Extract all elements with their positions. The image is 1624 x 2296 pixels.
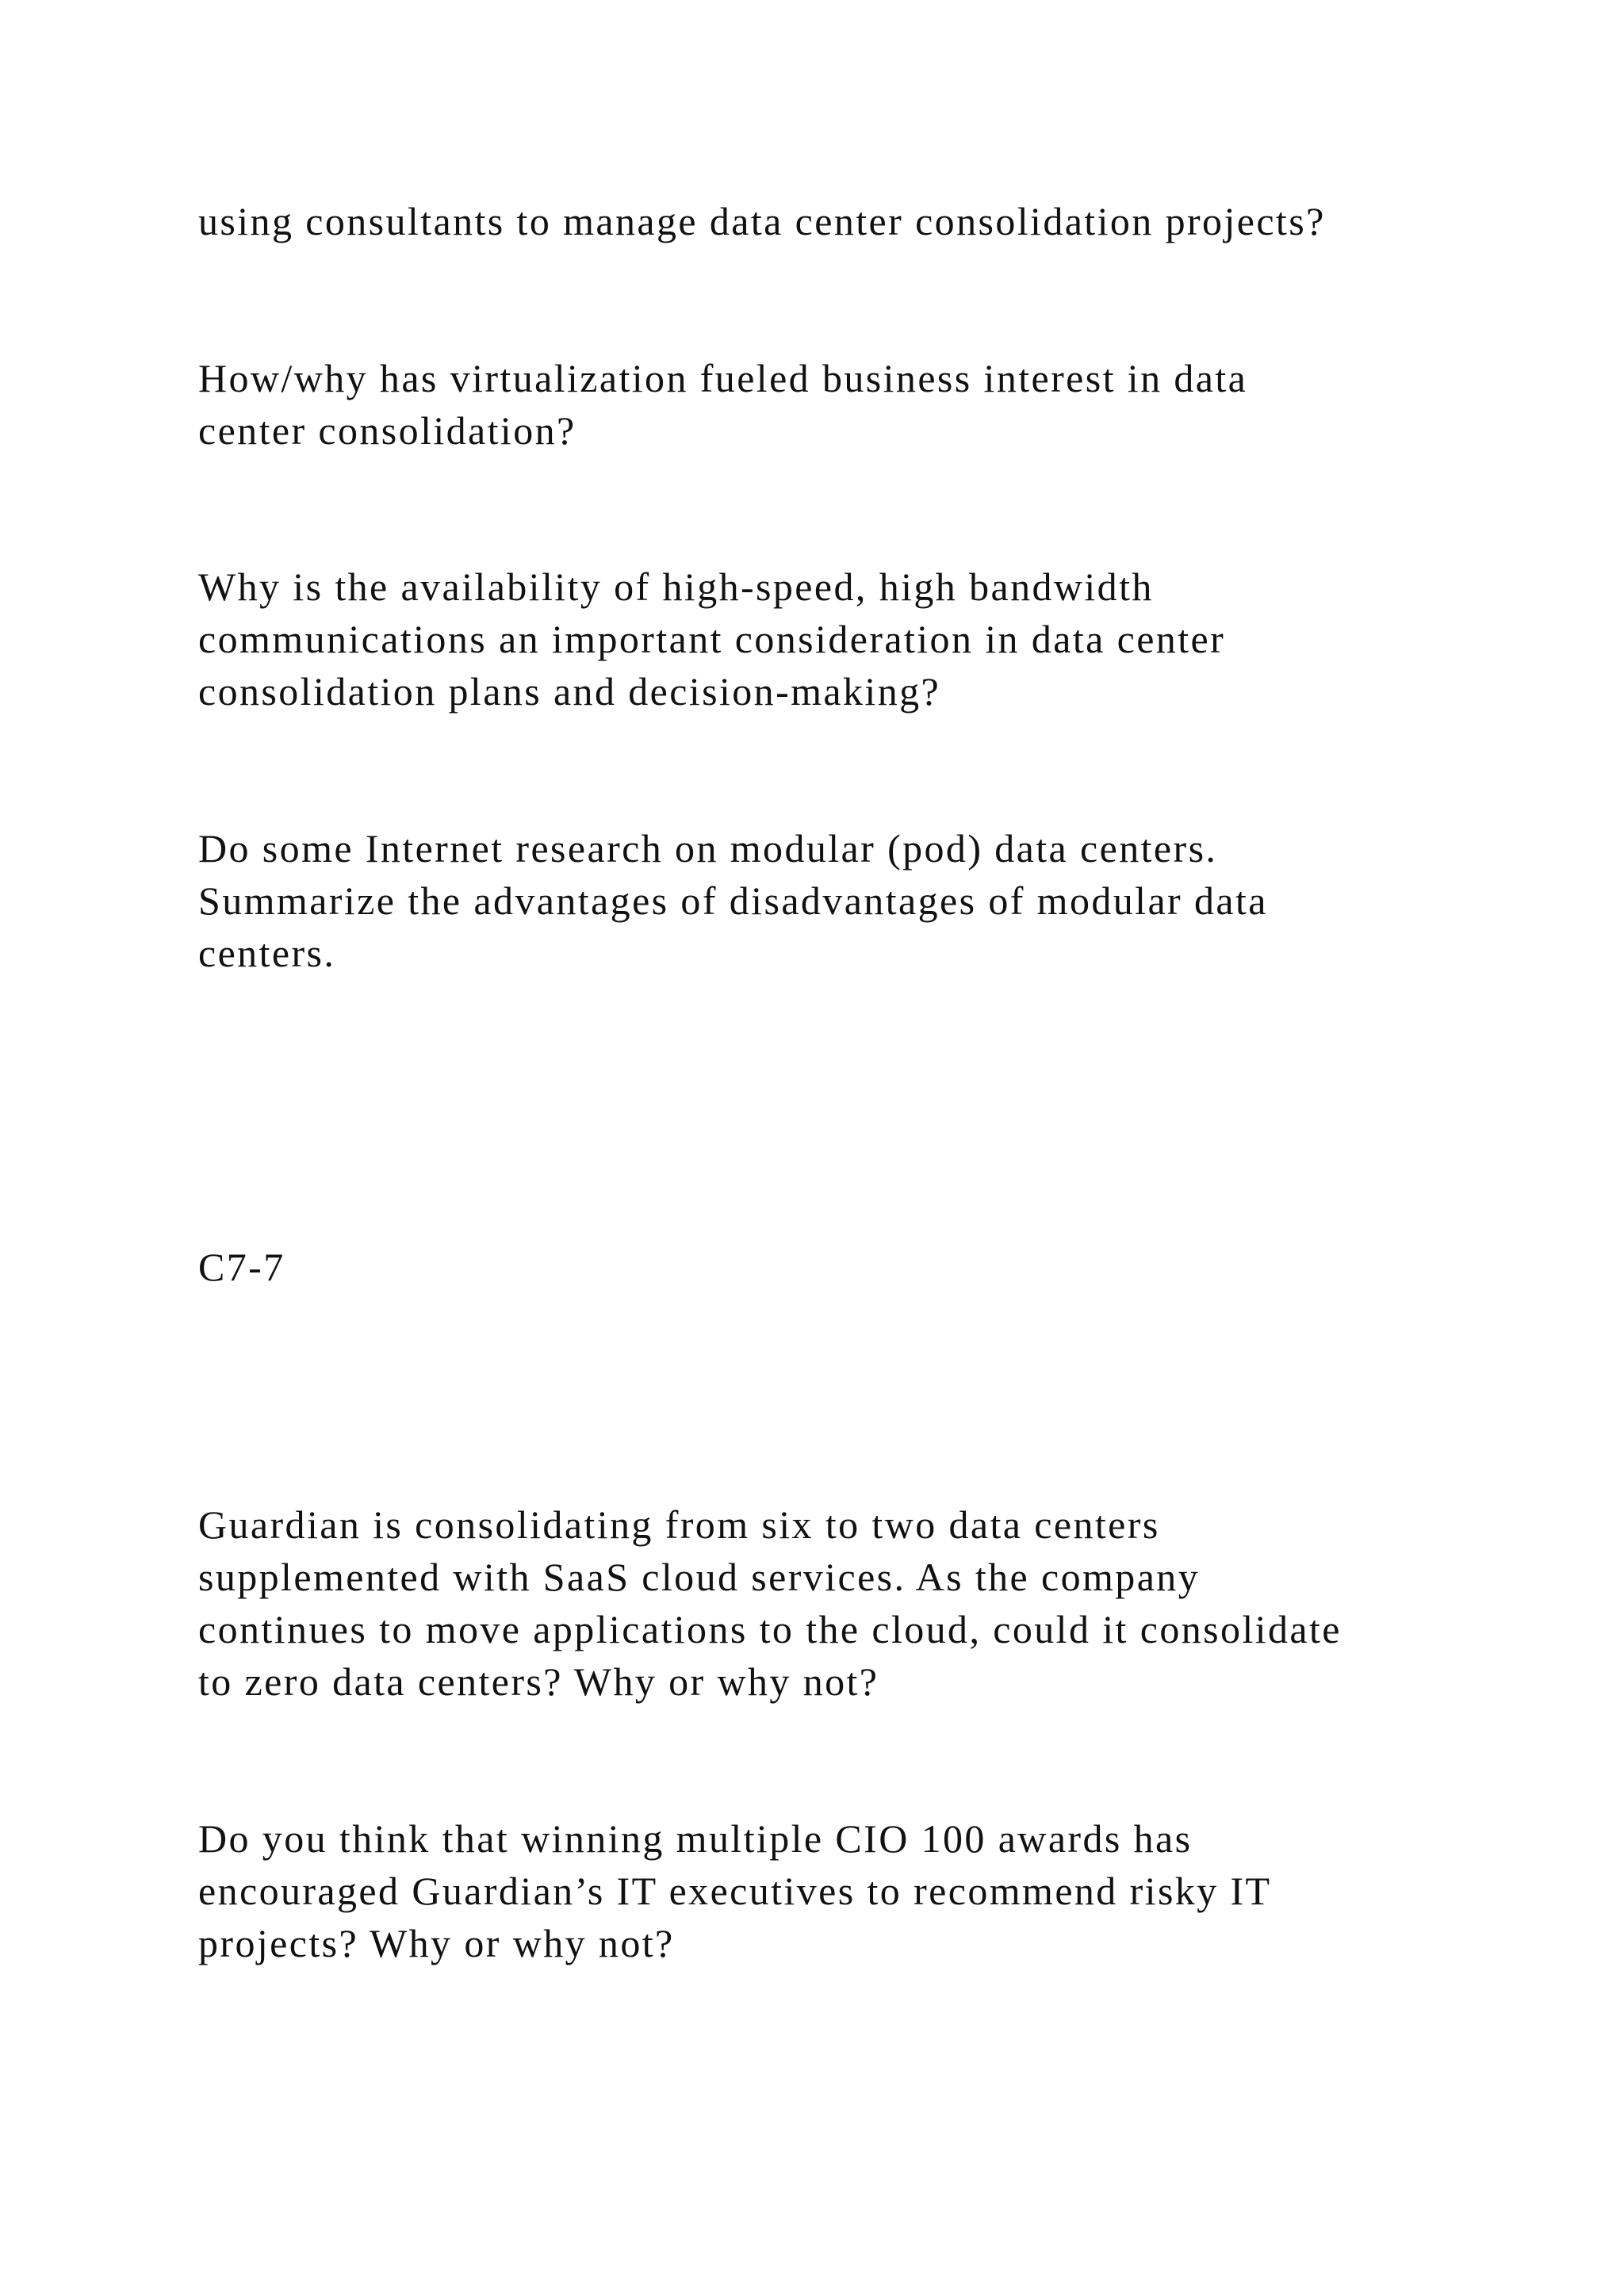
text-line: Guardian is consolidating from six to two data centers [198,1502,1160,1547]
text-line: centers. [198,931,336,975]
text-line: supplemented with SaaS cloud services. As the company [198,1555,1201,1599]
text-line: projects? Why or why not? [198,1921,675,1965]
text-line: Do some Internet research on modular (pod) data centers. [198,826,1218,871]
text-line: encouraged Guardian’s IT executives to recommend risky IT [198,1869,1272,1913]
question-paragraph [198,822,1499,979]
question-paragraph [198,195,1499,247]
text-line: consolidation plans and decision-making? [198,669,941,714]
text-line: How/why has virtualization fueled business interest in data [198,356,1248,400]
text-line: communications an important consideration in data center [198,617,1226,661]
text-line: Do you think that winning multiple CIO 100 awards has [198,1816,1193,1861]
text-line: continues to move applications to the cloud, could it consolidate [198,1607,1342,1651]
text-line: Summarize the advantages of disadvantages of modular data [198,878,1268,923]
text-line: to zero data centers? Why or why not? [198,1659,879,1704]
question-paragraph [198,1812,1499,1969]
question-paragraph [198,561,1499,718]
question-paragraph [198,1498,1499,1708]
text-line: C7-7 [198,1245,285,1289]
text-line: center consolidation? [198,408,576,453]
question-paragraph [198,352,1499,457]
text-line: using consultants to manage data center consolidation projects? [198,199,1326,243]
text-line: Why is the availability of high-speed, high bandwidth [198,564,1154,609]
case-heading [198,1241,1499,1293]
